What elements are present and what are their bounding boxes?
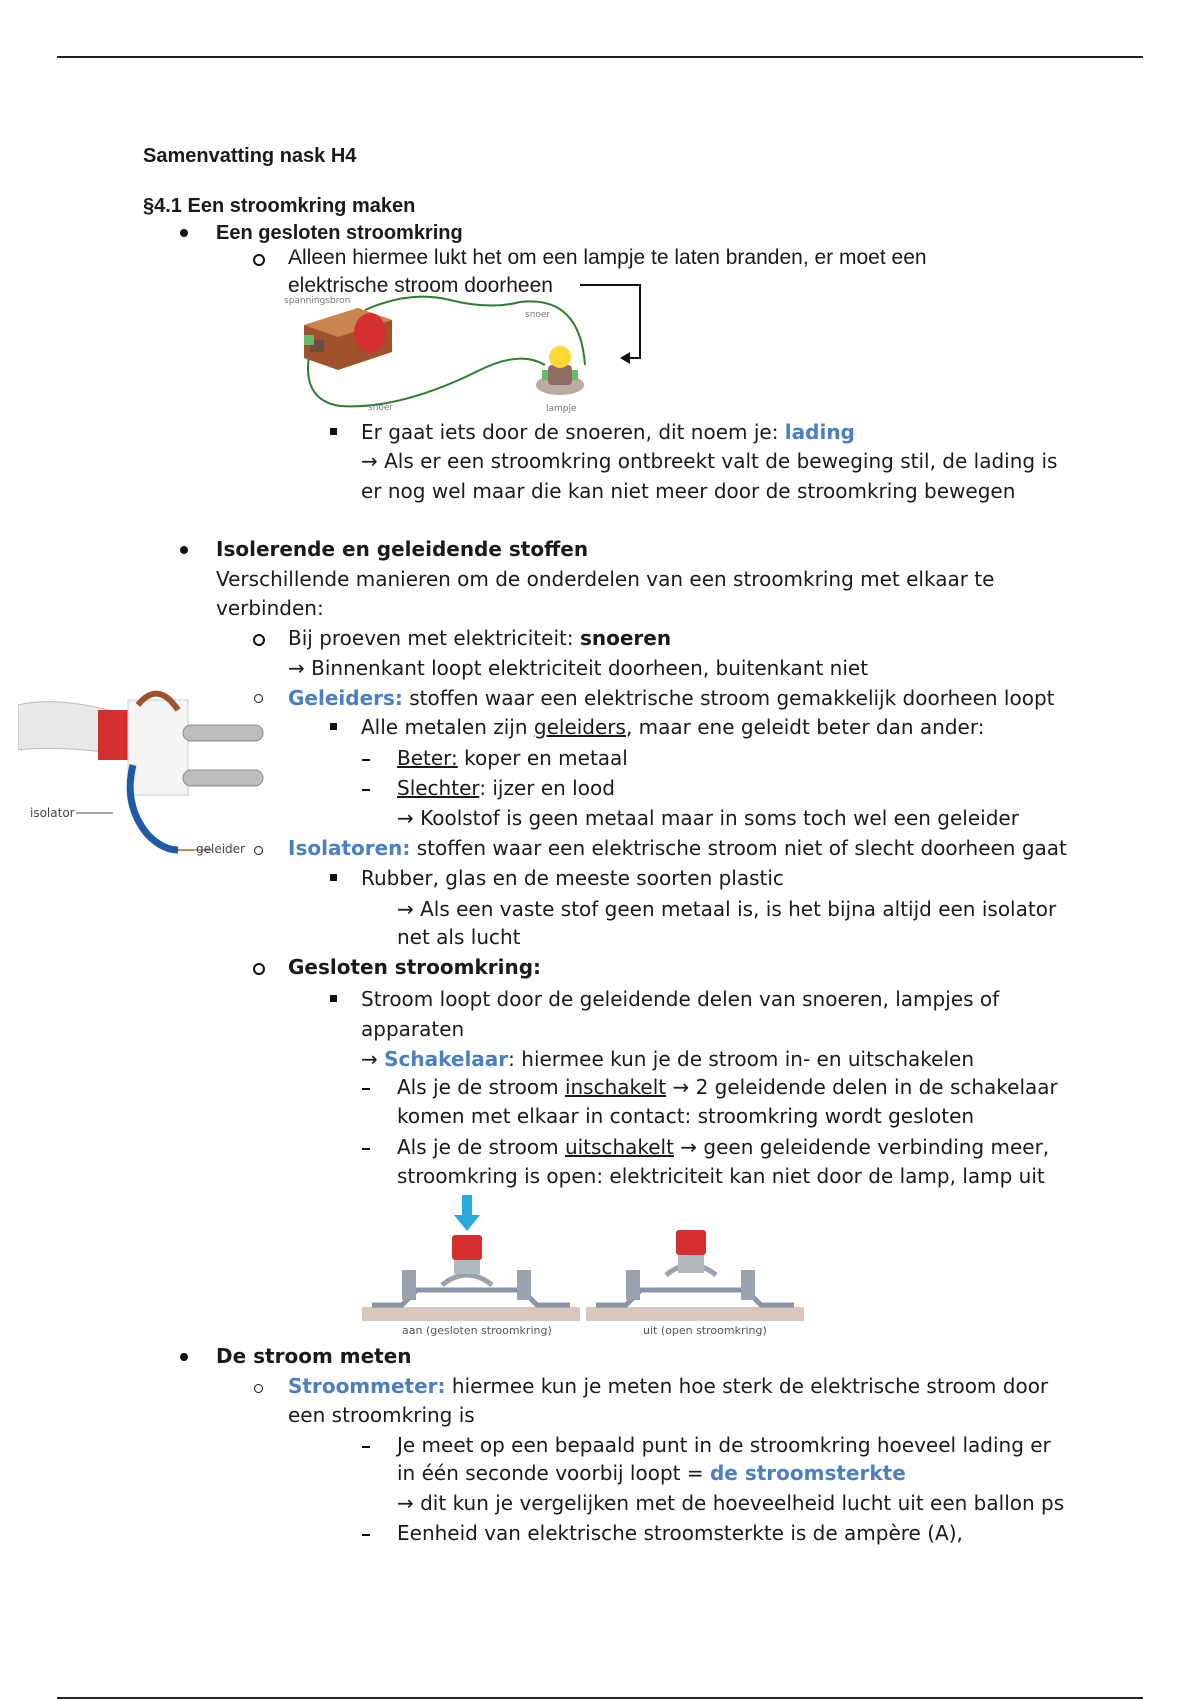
page-title: Samenvatting nask H4 (143, 145, 357, 167)
b3-s1 (288, 1372, 1048, 1400)
b2-s4-arrow (361, 1045, 974, 1073)
b2-d4-b: → geen geleidende verbinding meer, (673, 1135, 1050, 1159)
b3-d2: Eenheid van elektrische stroomsterkte is de ampère (A), (397, 1521, 963, 1545)
b1-sq1-arrow2: er nog wel maar die kan niet meer door de stroomkring bewegen (361, 479, 1016, 503)
b2-s3-sq: Rubber, glas en de meeste soorten plastic (361, 866, 784, 890)
b2-d4-c: stroomkring is open: elektriciteit kan niet door de lamp, lamp uit (397, 1164, 1045, 1188)
b1-sub1: Alleen hiermee lukt het om een lampje te laten branden, er moet een (288, 246, 927, 269)
bullet-circle (254, 846, 263, 855)
b2-heading: Isolerende en geleidende stoffen (216, 537, 589, 561)
bullet-square (330, 723, 337, 730)
b1-sub1b: elektrische stroom doorheen (288, 274, 553, 297)
b2-s2-text: stoffen waar een elektrische stroom gemakkelijk doorheen loopt (402, 686, 1055, 710)
b2-s3 (288, 834, 1067, 862)
plug-figure (18, 685, 273, 870)
bullet-dot (180, 1353, 188, 1361)
b2-d2-t: : ijzer en lood (479, 776, 615, 800)
bullet-circle (253, 963, 265, 975)
b2-d1 (397, 744, 628, 772)
label-geleider: geleider (196, 842, 245, 856)
term-stroommeter: Stroommeter: (288, 1374, 446, 1398)
b2-s1 (288, 624, 671, 652)
b3-s1-text: hiermee kun je meten hoe sterk de elektrische stroom door (445, 1374, 1049, 1398)
b2-s1-bold: snoeren (579, 626, 672, 650)
bullet-dash (362, 1446, 370, 1448)
bullet-dot (180, 546, 188, 554)
b3-d1-a: Je meet op een bepaald punt in de stroomkring hoeveel lading er (397, 1433, 1051, 1457)
b2-d1-t: koper en metaal (457, 746, 628, 770)
b2-s4-sq1: Stroom loopt door de geleidende delen van snoeren, lampjes of (361, 987, 1000, 1011)
term-lading: lading (784, 420, 855, 444)
top-rule (57, 56, 1143, 58)
b1-sq1-arrow: → Als er een stroomkring ontbreekt valt de beweging stil, de lading is (361, 449, 1058, 473)
bullet-dash (362, 759, 370, 761)
bullet-circle (254, 694, 263, 703)
b1-sq1-pre: Er gaat iets door de snoeren, dit noem je: (361, 420, 785, 444)
term-isolatoren: Isolatoren: (288, 836, 411, 860)
b2-d3-u: inschakelt (564, 1075, 667, 1099)
switch-figure (362, 1195, 807, 1330)
bullet-square (330, 995, 337, 1002)
bullet-dot (180, 229, 188, 237)
b2-intro1: Verschillende manieren om de onderdelen van een stroomkring met elkaar te (216, 567, 995, 591)
b2-d3-b: → 2 geleidende delen in de schakelaar (666, 1075, 1058, 1099)
b2-s4-sq2: apparaten (361, 1017, 465, 1041)
b2-d3 (397, 1073, 1058, 1101)
b2-s3-arrow2: net als lucht (397, 925, 521, 949)
b2-d1-u: Beter: (397, 746, 458, 770)
bullet-dash (362, 789, 370, 791)
b2-intro2: verbinden: (216, 596, 324, 620)
b2-s3-text: stoffen waar een elektrische stroom niet of slecht doorheen gaat (410, 836, 1067, 860)
bullet-circle (254, 1384, 263, 1393)
b2-s4-arrow-post: : hiermee kun je de stroom in- en uitschakelen (508, 1047, 975, 1071)
b2-d2-arrow: → Koolstof is geen metaal maar in soms toch wel een geleider (397, 806, 1019, 830)
b2-s1-arrow: → Binnenkant loopt elektriciteit doorheen, buitenkant niet (288, 656, 869, 680)
b3-d1-b (397, 1459, 906, 1487)
b2-s4: Gesloten stroomkring: (288, 955, 542, 979)
b2-d3-c: komen met elkaar in contact: stroomkring wordt gesloten (397, 1104, 975, 1128)
b2-s2 (288, 684, 1054, 712)
term-stroomsterkte: de stroomsterkte (709, 1461, 906, 1485)
label-snoer-top: snoer (525, 310, 551, 320)
b3-d1-arrow: → dit kun je vergelijken met de hoeveelheid lucht uit een ballon ps (397, 1491, 1065, 1515)
b2-d3-a: Als je de stroom (397, 1075, 565, 1099)
b2-d2-u: Slechter (397, 776, 480, 800)
term-geleiders: Geleiders: (288, 686, 403, 710)
label-spanningsbron: spanningsbron (284, 296, 351, 306)
b2-s2-sq-b: , maar ene geleidt beter dan ander: (625, 715, 985, 739)
switch-caption-on: aan (gesloten stroomkring) (402, 1324, 552, 1337)
bottom-rule (57, 1697, 1143, 1699)
b2-s2-sq (361, 713, 984, 741)
bullet-dash (362, 1148, 370, 1150)
b2-s2-sq-a: Alle metalen zijn (361, 715, 534, 739)
b2-s4-arrow-pre: → (361, 1047, 385, 1071)
bullet-square (330, 874, 337, 881)
b2-s1-pre: Bij proeven met elektriciteit: (288, 626, 580, 650)
b3-d1-b-text: in één seconde voorbij loopt = (397, 1461, 710, 1485)
b2-d2 (397, 774, 615, 802)
switch-caption-off: uit (open stroomkring) (643, 1324, 767, 1337)
b2-d4-a: Als je de stroom (397, 1135, 565, 1159)
b2-s2-sq-u: geleiders (533, 715, 626, 739)
b2-d4 (397, 1133, 1049, 1161)
b1-sq1 (361, 418, 855, 446)
b3-heading: De stroom meten (216, 1344, 412, 1368)
bullet-dash (362, 1088, 370, 1090)
circuit-figure (280, 280, 650, 415)
label-lampje: lampje (546, 404, 577, 414)
bullet-square (330, 428, 337, 435)
b1-heading: Een gesloten stroomkring (216, 222, 463, 244)
label-snoer-bottom: snoer (368, 403, 394, 413)
label-isolator: isolator (30, 806, 75, 820)
section-heading: §4.1 Een stroomkring maken (143, 195, 416, 217)
bullet-circle (253, 254, 265, 266)
bullet-dash (362, 1534, 370, 1536)
bullet-circle (253, 634, 265, 646)
b3-s1-text2: een stroomkring is (288, 1403, 475, 1427)
b2-s3-arrow1: → Als een vaste stof geen metaal is, is het bijna altijd een isolator (397, 897, 1057, 921)
b2-d4-u: uitschakelt (564, 1135, 674, 1159)
term-schakelaar: Schakelaar (384, 1047, 509, 1071)
